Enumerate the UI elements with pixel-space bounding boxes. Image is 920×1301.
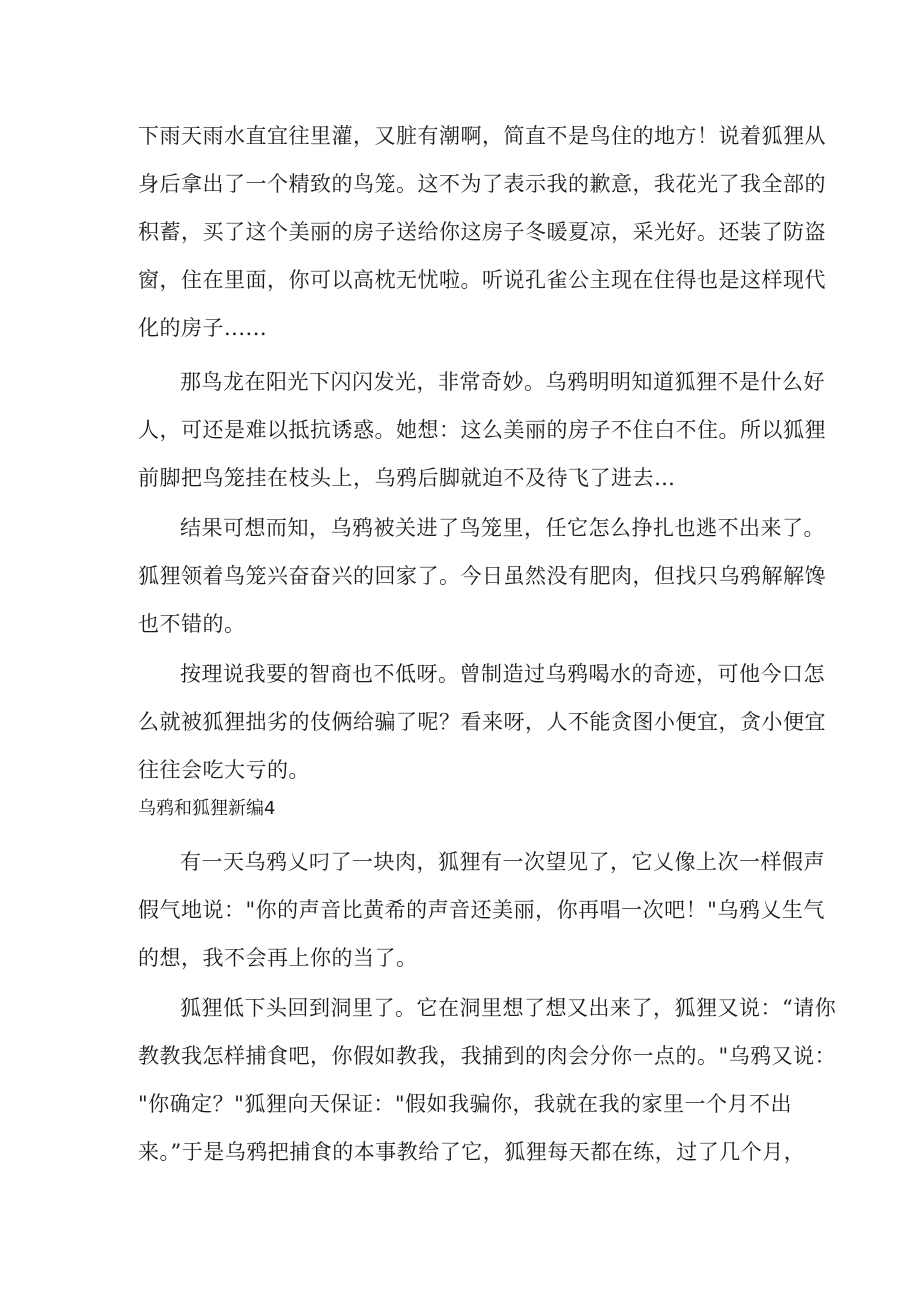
paragraph-line: 狐狸低下头回到洞里了。它在洞里想了想又出来了，狐狸又说：“请你 <box>180 996 837 1020</box>
paragraph-line: 假气地说："你的声音比黄希的声音还美丽，你再唱一次吧！"乌鸦乂生气 <box>138 898 825 922</box>
paragraph-line: 结果可想而知，乌鸦被关进了鸟笼里，任它怎么挣扎也逃不出来了。 <box>180 516 825 540</box>
paragraph-line: 人，可还是难以抵抗诱惑。她想：这么美丽的房子不住白不住。所以狐狸 <box>138 418 826 442</box>
paragraph-line: "你确定？"狐狸向天保证："假如我骗你，我就在我的家里一个月不出 <box>138 1092 792 1116</box>
paragraph-line: 也不错的。 <box>138 612 246 636</box>
paragraph-line: 身后拿出了一个精致的鸟笼。这不为了表示我的歉意，我花光了我全部的 <box>138 172 826 196</box>
paragraph-line: 来。”于是乌鸦把捕食的本事教给了它，狐狸每天都在练，过了几个月， <box>138 1140 806 1164</box>
paragraph-line: 狐狸领着鸟笼兴奋奋兴的回家了。今日虽然没有肥肉，但找只乌鸦解解馋 <box>138 564 826 588</box>
paragraph-line: 按理说我要的智商也不低呀。曾制造过乌鸦喝水的奇迹，可他今口怎 <box>180 662 825 686</box>
paragraph-line: 教教我怎样捕食吧，你假如教我，我捕到的肉会分你一点的。"乌鸦又说： <box>138 1044 837 1068</box>
paragraph-6 <box>138 984 837 1176</box>
paragraph-line: 化的房子...... <box>138 316 268 340</box>
paragraph-line: 么就被狐狸拙劣的伎俩给骗了呢？看来呀，人不能贪图小便宜，贪小便宜 <box>138 710 826 734</box>
paragraph-5 <box>138 838 825 982</box>
paragraph-line: 窗，住在里面，你可以高枕无忧啦。听说孔雀公主现在住得也是这样现代 <box>138 268 826 292</box>
paragraph-line: 那鸟龙在阳光下闪闪发光，非常奇妙。乌鸦明明知道狐狸不是什么好 <box>180 370 825 394</box>
paragraph-line: 有一天乌鸦乂叼了一块肉，狐狸有一次望见了，它乂像上次一样假声 <box>180 850 825 874</box>
paragraph-4 <box>138 650 826 794</box>
paragraph-line: 前脚把鸟笼挂在枝头上，乌鸦后脚就迫不及待飞了进去… <box>138 466 676 490</box>
paragraph-line: 积蓄，买了这个美丽的房子送给你这房子冬暖夏凉，采光好。还装了防盗 <box>138 220 826 244</box>
paragraph-2 <box>138 358 826 502</box>
paragraph-line: 下雨天雨水直宜往里灌，又脏有潮啊，简直不是鸟住的地方！说着狐狸从 <box>138 124 826 148</box>
paragraph-line: 的想，我不会再上你的当了。 <box>138 946 418 970</box>
paragraph-line: 往往会吃大亏的。 <box>138 758 310 782</box>
paragraph-3 <box>138 504 826 648</box>
paragraph-1 <box>138 112 826 352</box>
section-heading: 乌鸦和狐狸新编4 <box>138 798 276 819</box>
